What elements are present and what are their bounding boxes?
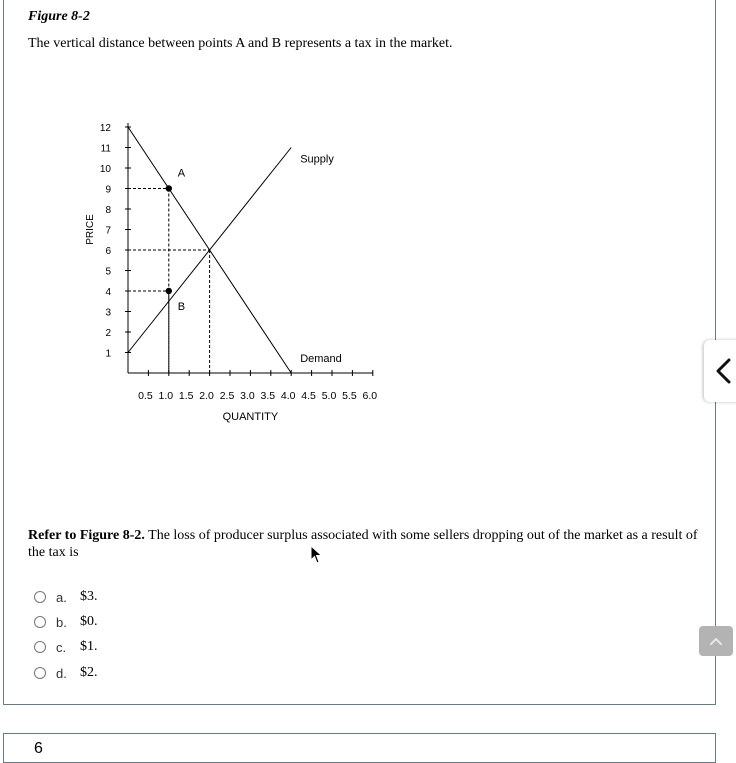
y-tick-label-1: 1 <box>105 348 111 360</box>
option-a-radio[interactable] <box>34 591 46 603</box>
y-tick-label-4: 4 <box>105 287 111 298</box>
y-tick-label-9: 9 <box>105 184 111 196</box>
x-tick-label-2.5: 2.5 <box>219 390 235 402</box>
chevron-up-icon <box>709 636 723 646</box>
mouse-cursor-icon <box>310 545 324 565</box>
option-a-text: $3. <box>80 589 98 604</box>
point-a <box>166 185 172 191</box>
chevron-left-icon <box>714 358 734 384</box>
x-tick-label-5.0: 5.0 <box>321 390 337 402</box>
x-tick-label-6.0: 6.0 <box>362 390 378 402</box>
question-body: The loss of producer surplus associated with some sellers dropping out of the market as a result of the tax is <box>28 528 698 560</box>
y-axis-label: PRICE <box>85 214 96 245</box>
next-question-card <box>3 733 716 763</box>
y-tick-label-7: 7 <box>105 225 111 237</box>
option-b-text: $0. <box>80 614 98 629</box>
y-tick-label-11: 11 <box>100 143 111 155</box>
option-a-letter: a. <box>56 589 67 605</box>
y-tick-label-12: 12 <box>99 123 111 134</box>
x-tick-label-5.5: 5.5 <box>342 390 357 402</box>
point-a-label: A <box>177 167 186 180</box>
x-tick-label-1.5: 1.5 <box>178 390 194 402</box>
demand-label: Demand <box>300 353 342 365</box>
question-text <box>28 527 698 561</box>
x-tick-label-0.5: 0.5 <box>138 390 153 402</box>
y-tick-label-2: 2 <box>105 328 111 339</box>
next-question-number: 6 <box>34 740 43 757</box>
question-reference: Refer to Figure 8-2. <box>28 528 145 543</box>
y-tick-label-5: 5 <box>105 266 111 278</box>
option-d-text: $2. <box>80 665 98 680</box>
option-b-letter: b. <box>56 614 67 630</box>
option-d-letter: d. <box>56 665 67 681</box>
option-c[interactable] <box>34 637 154 657</box>
option-c-letter: c. <box>56 639 67 655</box>
option-b-radio[interactable] <box>34 616 46 628</box>
option-a[interactable] <box>34 587 154 607</box>
figure-caption: The vertical distance between points A and B represents a tax in the market. <box>28 36 453 51</box>
side-panel-toggle[interactable] <box>704 340 736 402</box>
point-b-label: B <box>177 301 186 313</box>
x-tick-label-3.5: 3.5 <box>260 390 276 402</box>
option-b[interactable] <box>34 612 154 632</box>
y-tick-label-3: 3 <box>105 307 111 319</box>
option-d-radio[interactable] <box>34 667 46 679</box>
option-d[interactable] <box>34 663 154 683</box>
option-c-radio[interactable] <box>34 641 46 653</box>
supply-label: Supply <box>300 153 334 166</box>
x-tick-label-4.0: 4.0 <box>280 390 296 402</box>
y-tick-label-6: 6 <box>105 246 111 257</box>
x-tick-label-4.5: 4.5 <box>301 390 316 402</box>
supply-demand-chart <box>74 111 404 431</box>
x-axis-label: QUANTITY <box>222 411 279 423</box>
y-tick-label-8: 8 <box>105 205 111 216</box>
x-tick-label-3.0: 3.0 <box>240 390 255 402</box>
x-tick-label-2.0: 2.0 <box>199 390 214 402</box>
y-tick-label-10: 10 <box>99 164 111 175</box>
scroll-to-top-button[interactable] <box>699 626 733 656</box>
figure-title: Figure 8-2 <box>28 9 90 24</box>
point-b <box>166 288 172 294</box>
option-c-text: $1. <box>80 639 98 654</box>
x-tick-label-1.0: 1.0 <box>158 390 174 402</box>
question-card <box>3 0 716 705</box>
